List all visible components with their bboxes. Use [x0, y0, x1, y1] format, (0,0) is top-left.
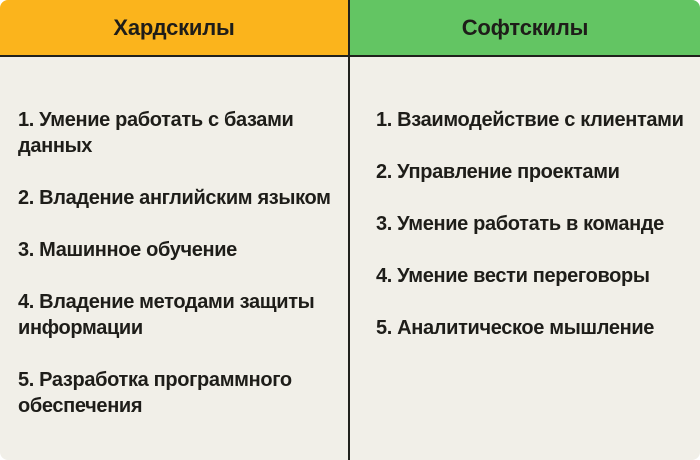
soft-skills-header: Софтскилы	[350, 0, 700, 57]
list-item: 4. Владение методами защиты информации	[18, 291, 315, 339]
soft-skills-column	[350, 0, 700, 460]
list-item: 1. Взаимодействие с клиентами	[376, 109, 684, 131]
list-item: 5. Аналитическое мышление	[376, 317, 655, 339]
list-item: 1. Умение работать с базами данных	[18, 109, 294, 157]
list-item: 5. Разработка программного обеспечения	[18, 369, 292, 417]
list-item: 4. Умение вести переговоры	[376, 265, 650, 287]
hard-skills-list	[0, 57, 348, 460]
soft-skills-list	[350, 57, 700, 460]
list-item: 3. Машинное обучение	[18, 239, 237, 261]
list-item: 2. Управление проектами	[376, 161, 620, 183]
hard-skills-header: Хардскилы	[0, 0, 348, 57]
list-item: 2. Владение английским языком	[18, 187, 331, 209]
list-item: 3. Умение работать в команде	[376, 213, 664, 235]
